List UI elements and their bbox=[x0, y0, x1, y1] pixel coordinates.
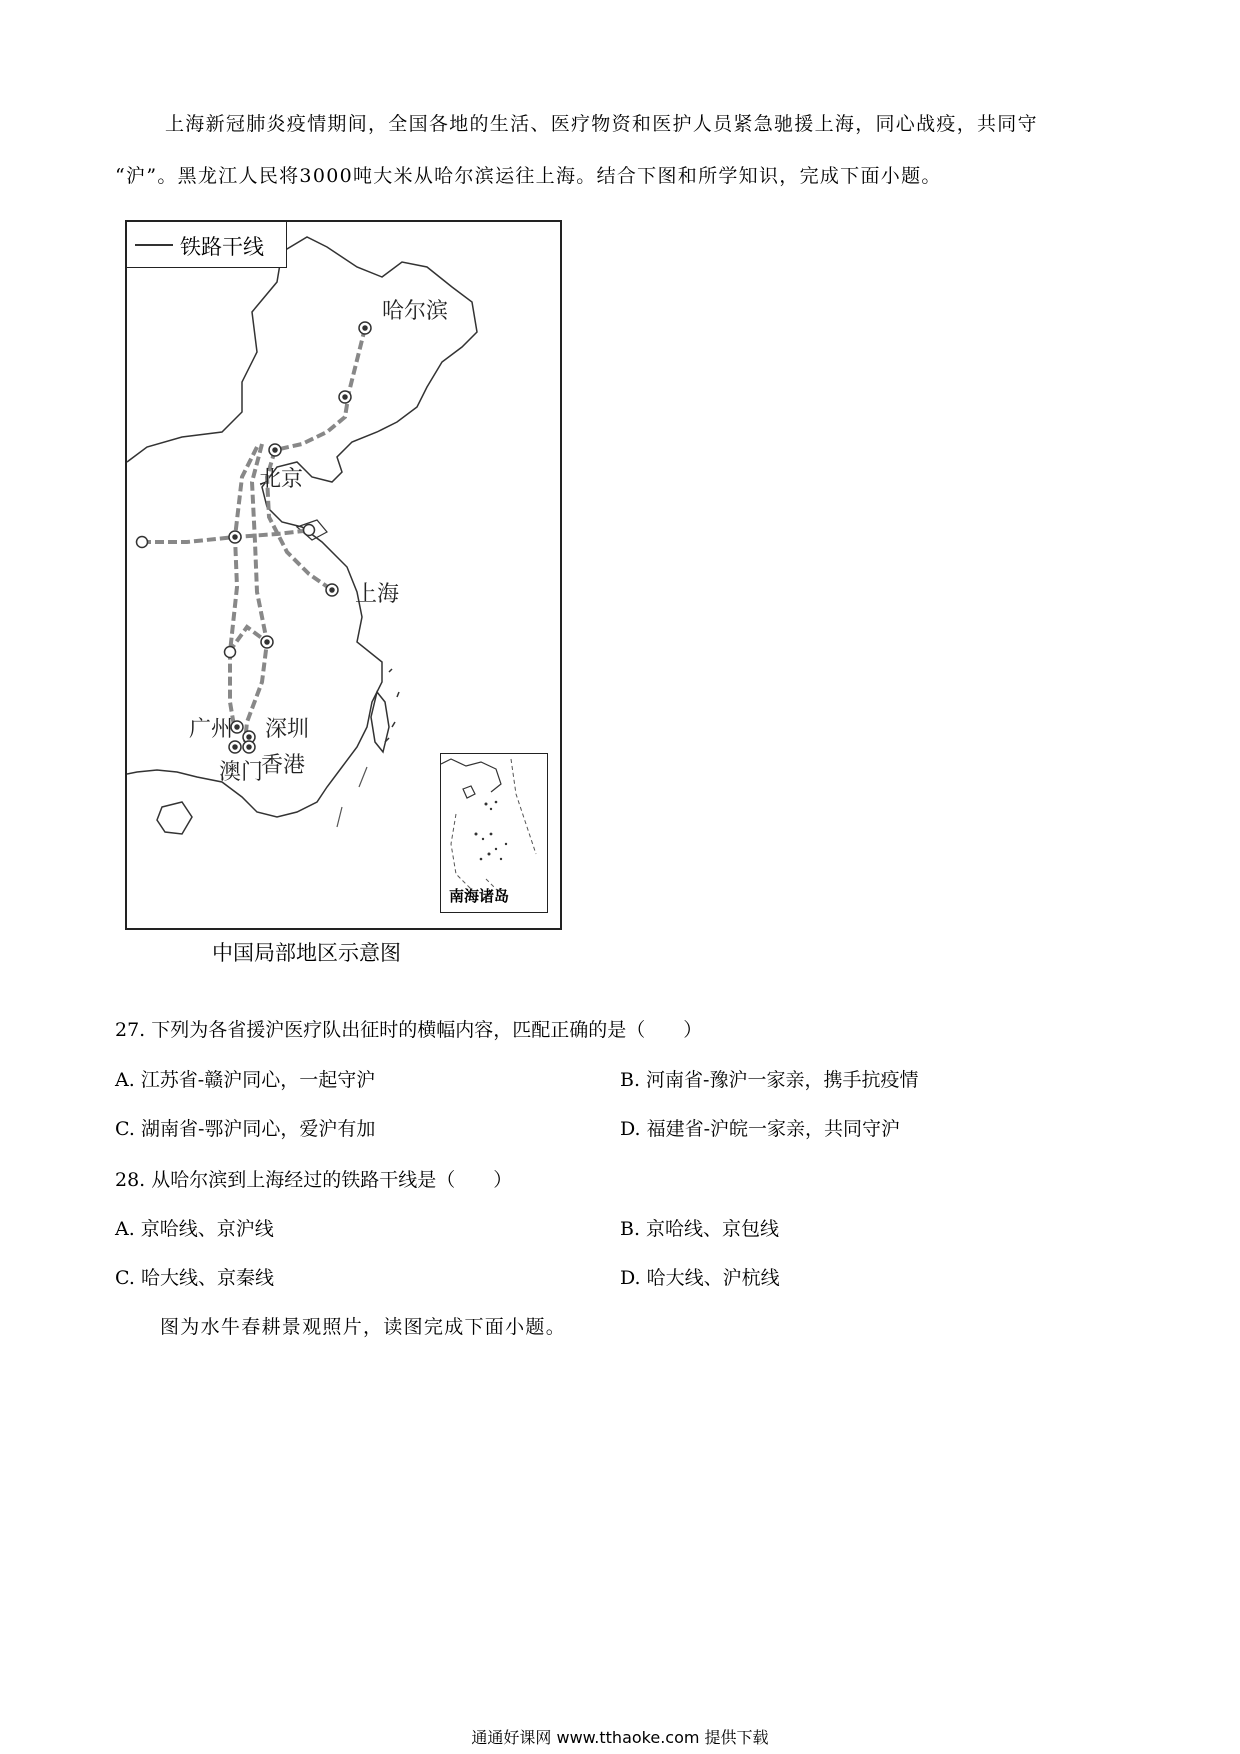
page-footer: 通通好课网 www.tthaoke.com 提供下载 bbox=[471, 1728, 769, 1747]
city-label-macau: 澳门 bbox=[219, 760, 264, 785]
map-caption: 中国局部地区示意图 bbox=[212, 941, 401, 965]
railway-east-west bbox=[142, 530, 312, 542]
station-xuzhou bbox=[304, 525, 315, 536]
city-label-harbin: 哈尔滨 bbox=[382, 299, 449, 324]
taiwan bbox=[371, 692, 389, 752]
question-28-option-d: D. 哈大线、沪杭线 bbox=[620, 1267, 780, 1289]
question-28-option-b: B. 京哈线、京包线 bbox=[620, 1218, 780, 1240]
question-27-option-c: C. 湖南省-鄂沪同心，爱沪有加 bbox=[115, 1118, 376, 1140]
city-label-beijing: 北京 bbox=[259, 467, 304, 492]
railway-lines bbox=[142, 328, 365, 742]
intro-line-2: “沪”。黑龙江人民将3000吨大米从哈尔滨运往上海。结合下图和所学知识，完成下面小题。 bbox=[115, 165, 942, 187]
city-label-hongkong: 香港 bbox=[261, 753, 306, 778]
city-label-shenzhen: 深圳 bbox=[265, 717, 310, 742]
china-railway-map bbox=[125, 220, 562, 930]
legend-railway-symbol bbox=[135, 244, 173, 246]
next-section-intro: 图为水牛春耕景观照片，读图完成下面小题。 bbox=[160, 1316, 567, 1338]
railway-harbin-beijing bbox=[275, 328, 365, 450]
sea-boundary-lines bbox=[337, 767, 367, 827]
city-label-guangzhou: 广州 bbox=[189, 717, 234, 742]
map-legend bbox=[127, 222, 287, 268]
coast-islands bbox=[385, 669, 399, 742]
question-27-option-d: D. 福建省-沪皖一家亲，共同守沪 bbox=[620, 1118, 901, 1140]
station-zhuzhou bbox=[225, 647, 236, 658]
question-28-option-c: C. 哈大线、京秦线 bbox=[115, 1267, 274, 1289]
question-28-option-a: A. 京哈线、京沪线 bbox=[115, 1218, 274, 1240]
intro-line-1: 上海新冠肺炎疫情期间，全国各地的生活、医疗物资和医护人员紧急驰援上海，同心战疫，共同守 bbox=[165, 113, 1038, 135]
south-china-sea-inset bbox=[440, 753, 548, 913]
inset-label: 南海诸岛 bbox=[449, 887, 510, 905]
question-27-stem: 27. 下列为各省援沪医疗队出征时的横幅内容，匹配正确的是（ ） bbox=[115, 1019, 703, 1041]
station-west bbox=[137, 537, 148, 548]
city-label-shanghai: 上海 bbox=[355, 582, 400, 607]
question-28-stem: 28. 从哈尔滨到上海经过的铁路干线是（ ） bbox=[115, 1169, 513, 1191]
intro-paragraph bbox=[115, 98, 1115, 202]
question-27-option-a: A. 江苏省-赣沪同心，一起守沪 bbox=[115, 1069, 376, 1091]
legend-label: 铁路干线 bbox=[180, 235, 264, 259]
question-27-option-b: B. 河南省-豫沪一家亲，携手抗疫情 bbox=[620, 1069, 919, 1091]
hainan bbox=[157, 802, 192, 834]
